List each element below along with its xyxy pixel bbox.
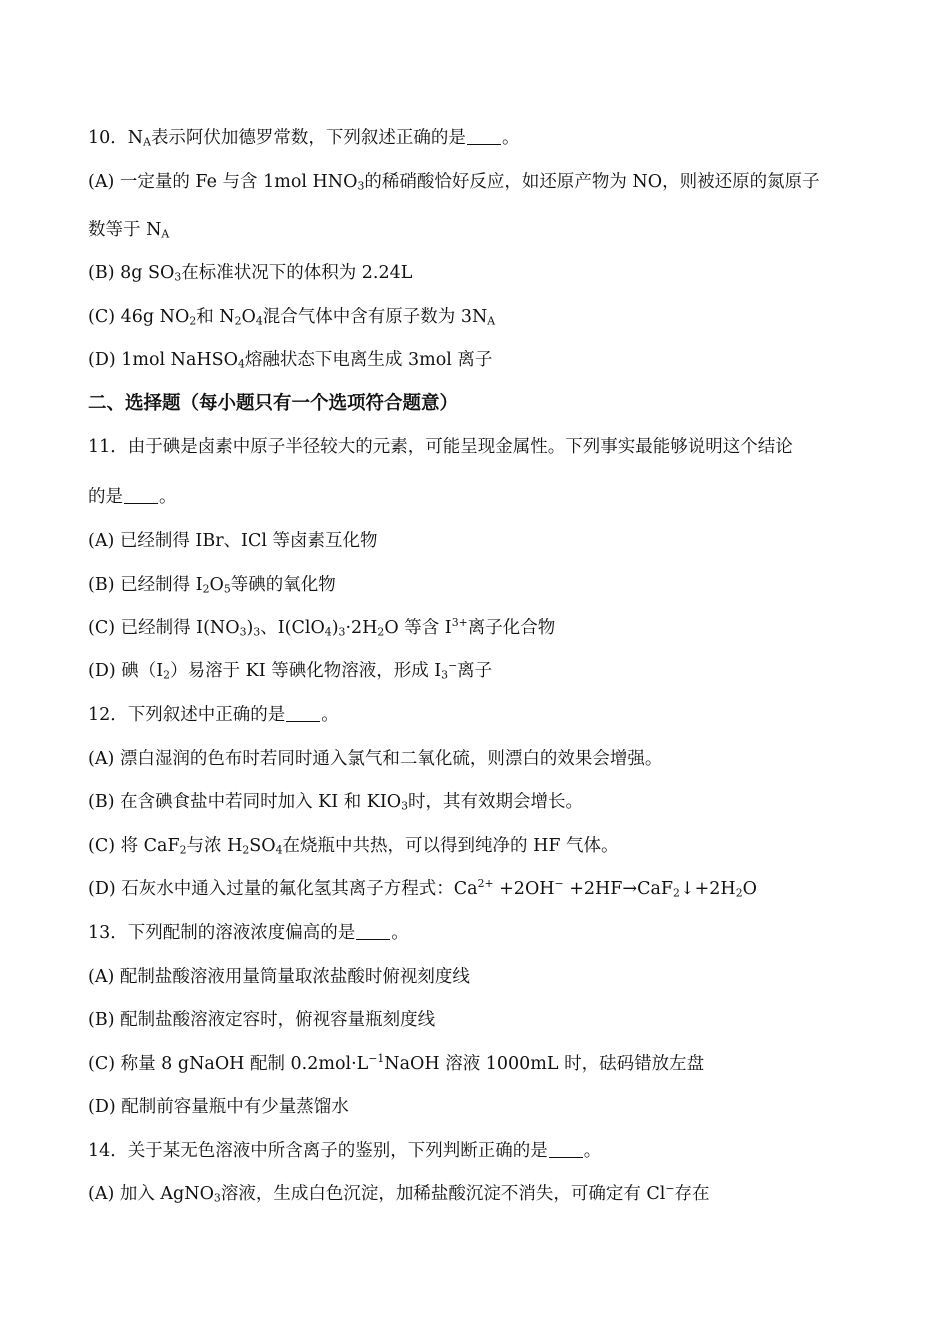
q13-option-d: (D) 配制前容量瓶中有少量蒸馏水: [88, 1097, 349, 1117]
q11-option-d: (D) 碘$(I_2)$易溶于 KI 等碘化物溶液，形成 $I_3^-$离子: [88, 658, 493, 682]
q13-option-b: (B) 配制盐酸溶液定容时，俯视容量瓶刻度线: [88, 1010, 436, 1030]
q13-stem: 13．下列配制的溶液浓度偏高的是 。: [88, 923, 409, 943]
q12-option-a: (A) 漂白湿润的色布时若同时通入氯气和二氧化硫，则漂白的效果会增强。: [88, 749, 663, 769]
q13-option-c: (C) 称量 8 gNaOH 配制 $0.2mol\cdot L^{-1}NaOH$ 溶液 1000mL 时，砝码错放左盘: [88, 1051, 705, 1074]
q10-option-d: (D) 1mol NaHSO$_4$熔融状态下电离生成 3mol 离子: [88, 350, 493, 371]
q12-option-c: (C) 将 CaF$_2$与浓 $H_2SO_4$在烧瓶中共热，可以得到纯净的 HF 气体。: [88, 836, 619, 857]
q12-option-b: (B) 在含碘食盐中若同时加入 KI 和 $KIO_3$时，其有效期会增长。: [88, 792, 583, 813]
q13-option-a: (A) 配制盐酸溶液用量筒量取浓盐酸时俯视刻度线: [88, 967, 470, 987]
answer-blank: [124, 487, 158, 504]
answer-blank: [356, 923, 390, 940]
q12-option-d: (D) 石灰水中通入过量的氟化氢其离子方程式：$Ca^{2+} +2OH^-$ $+2HF\to CaF_2↓+2H_2O$: [88, 876, 757, 900]
q11-stem: 11．由于碘是卤素中原子半径较大的元素，可能呈现金属性。下列事实最能够说明这个结论: [88, 437, 793, 457]
answer-blank: [286, 705, 320, 722]
q11-stem-cont: 的是 。: [88, 487, 177, 507]
q10-option-a: (A) 一定量的 Fe 与含 1mol $HNO_3$的稀硝酸恰好反应，如还原产物为 NO，则被还原的氮原子: [88, 172, 820, 193]
answer-blank: [467, 128, 501, 145]
q10-option-c: (C) 46g $NO_2$和 $N_2O_4$混合气体中含有原子数为 $3N_A$: [88, 307, 496, 328]
answer-blank: [549, 1141, 583, 1158]
q10-stem: 10．$N_A$表示阿伏加德罗常数，下列叙述正确的是 。: [88, 128, 520, 149]
section-heading: 二、选择题（每小题只有一个选项符合题意）: [88, 393, 459, 414]
q10-option-a-cont: 数等于 $N_A$: [88, 220, 170, 241]
q11-option-a: (A) 已经制得 IBr、ICl 等卤素互化物: [88, 531, 378, 551]
q14-stem: 14．关于某无色溶液中所含离子的鉴别，下列判断正确的是 。: [88, 1141, 602, 1161]
q12-stem: 12．下列叙述中正确的是 。: [88, 705, 339, 725]
q14-option-a: (A) 加入 AgNO$_3$溶液，生成白色沉淀，加稀盐酸沉淀不消失，可确定有 Cl−存在: [88, 1181, 710, 1205]
q11-option-b: (B) 已经制得 $I_2O_5$等碘的氧化物: [88, 575, 336, 596]
q11-option-c: (C) 已经制得 $I(NO_3)_3$、$I(ClO_4)_3\cdot 2H_2O$ 等含 $I^{3+}$离子化合物: [88, 615, 556, 639]
q10-option-b: (B) 8g $SO_3$在标准状况下的体积为 2.24L: [88, 263, 413, 284]
